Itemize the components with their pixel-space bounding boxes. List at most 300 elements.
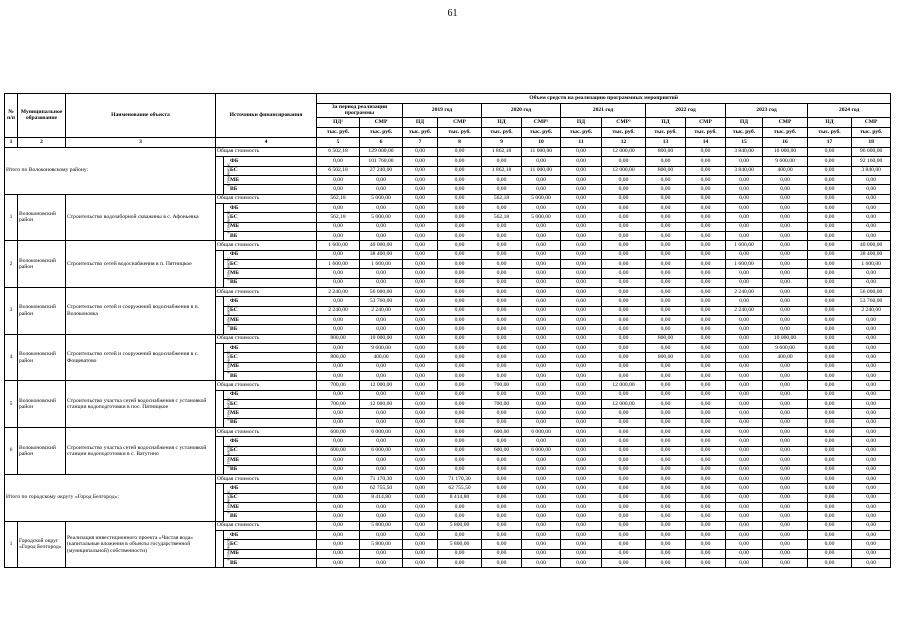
source-value: 0,00 (686, 446, 726, 455)
total-value: 800,00 (646, 147, 686, 156)
source-value: 0,00 (561, 502, 602, 511)
header-funds-title: Объем средств на реализацию программных мероприятий (317, 94, 891, 104)
total-value: 0,00 (646, 521, 686, 530)
source-value: 0,00 (438, 278, 482, 287)
source-value: 0,00 (360, 418, 403, 427)
total-value: 0,00 (808, 428, 852, 437)
source-value: 0,00 (482, 512, 522, 521)
source-value: 0,00 (522, 222, 561, 231)
source-value: 0,00 (763, 493, 808, 502)
total-value: 600,00 (317, 428, 360, 437)
source-value: 0,00 (763, 512, 808, 521)
source-value: 0,00 (808, 540, 852, 549)
source-value: 0,00 (438, 400, 482, 409)
source-value: 0,00 (482, 418, 522, 427)
source-value: 0,00 (360, 437, 403, 446)
in-that-text: в том числе: (225, 536, 231, 561)
source-value: 3 840,00 (852, 166, 891, 175)
source-value: 0,00 (852, 353, 891, 362)
total-value: 0,00 (403, 381, 438, 390)
source-value: 0,00 (561, 213, 602, 222)
total-value: 6 502,18 (317, 147, 360, 156)
col-number: 11 (561, 137, 602, 147)
total-value: 10 000,00 (763, 147, 808, 156)
source-label: МБ (224, 269, 317, 278)
municipality-name: Волоконовский район (18, 428, 66, 475)
source-value: 0,00 (808, 157, 852, 166)
source-value: 0,00 (403, 269, 438, 278)
total-value: 0,00 (403, 194, 438, 203)
in-that-text: в том числе: (225, 443, 231, 468)
source-value: 0,00 (438, 203, 482, 212)
total-value: 2 240,00 (317, 287, 360, 296)
source-value: 0,00 (808, 222, 852, 231)
source-value: 0,00 (317, 297, 360, 306)
source-value: 0,00 (726, 297, 763, 306)
source-value: 0,00 (403, 297, 438, 306)
group-total-row (5, 334, 891, 343)
source-value: 0,00 (763, 213, 808, 222)
source-value: 0,00 (438, 549, 482, 558)
source-value: 0,00 (360, 549, 403, 558)
header-period-total: За период реализации программы (317, 104, 403, 118)
total-value: 0,00 (403, 241, 438, 250)
source-value: 0,00 (763, 278, 808, 287)
total-value: 0,00 (602, 521, 646, 530)
source-value: 0,00 (808, 316, 852, 325)
source-label: ВБ (224, 325, 317, 334)
row-number: 4 (5, 334, 18, 381)
source-value: 0,00 (438, 446, 482, 455)
source-value: 0,00 (403, 409, 438, 418)
total-value: 0,00 (561, 194, 602, 203)
source-value: 0,00 (522, 502, 561, 511)
source-value: 0,00 (360, 185, 403, 194)
source-value: 0,00 (438, 316, 482, 325)
source-value: 0,00 (482, 465, 522, 474)
total-value: 0,00 (852, 381, 891, 390)
source-value: 0,00 (317, 558, 360, 567)
source-value: 0,00 (403, 540, 438, 549)
source-value: 0,00 (522, 390, 561, 399)
total-value: 129 000,00 (360, 147, 403, 156)
source-value: 1 862,18 (482, 166, 522, 175)
municipality-name: Волоконовский район (18, 194, 66, 241)
source-value: 0,00 (482, 390, 522, 399)
in-that-label (216, 203, 231, 240)
header-smr: СМР³ (602, 117, 646, 127)
funding-table (4, 93, 891, 568)
source-value: 0,00 (403, 344, 438, 353)
source-value: 0,00 (360, 316, 403, 325)
source-label: ВБ (224, 278, 317, 287)
source-value: 0,00 (482, 316, 522, 325)
source-value: 562,18 (482, 213, 522, 222)
source-value: 2 240,00 (360, 306, 403, 315)
source-value: 0,00 (561, 530, 602, 539)
header-unit: тыс. руб. (852, 127, 891, 137)
source-value: 0,00 (438, 297, 482, 306)
source-value: 0,00 (403, 175, 438, 184)
total-value: 0,00 (686, 147, 726, 156)
source-value: 0,00 (808, 344, 852, 353)
source-value: 0,00 (317, 409, 360, 418)
source-value: 0,00 (561, 203, 602, 212)
source-value: 0,00 (808, 166, 852, 175)
source-value: 0,00 (726, 484, 763, 493)
source-value: 0,00 (403, 484, 438, 493)
source-value: 0,00 (686, 353, 726, 362)
header-unit: тыс. руб. (482, 127, 522, 137)
source-value: 0,00 (360, 269, 403, 278)
source-value: 0,00 (403, 437, 438, 446)
source-value: 0,00 (561, 409, 602, 418)
source-value: 0,00 (726, 325, 763, 334)
source-value: 0,00 (602, 297, 646, 306)
source-value: 0,00 (561, 446, 602, 455)
source-value: 0,00 (438, 325, 482, 334)
source-value: 0,00 (403, 325, 438, 334)
in-that-text: в том числе: (225, 162, 231, 187)
source-value: 0,00 (561, 400, 602, 409)
source-value: 0,00 (763, 558, 808, 567)
source-value: 0,00 (561, 166, 602, 175)
source-value: 0,00 (852, 512, 891, 521)
source-label: ФБ (224, 203, 317, 212)
source-value: 0,00 (646, 484, 686, 493)
source-value: 8 414,80 (360, 493, 403, 502)
source-value: 0,00 (482, 306, 522, 315)
source-value: 0,00 (602, 157, 646, 166)
source-value: 0,00 (726, 390, 763, 399)
source-value: 0,00 (482, 344, 522, 353)
source-value: 0,00 (403, 166, 438, 175)
source-value: 0,00 (317, 250, 360, 259)
source-value: 0,00 (561, 157, 602, 166)
total-value: 0,00 (852, 334, 891, 343)
source-value: 0,00 (686, 175, 726, 184)
total-value: 0,00 (561, 334, 602, 343)
source-label: ФБ (224, 250, 317, 259)
source-value: 0,00 (482, 502, 522, 511)
source-value: 0,00 (646, 512, 686, 521)
source-value: 0,00 (602, 558, 646, 567)
source-value: 0,00 (317, 175, 360, 184)
source-value: 0,00 (763, 437, 808, 446)
source-value: 0,00 (360, 456, 403, 465)
group-total-row (5, 147, 891, 156)
in-that-label (216, 250, 231, 287)
total-value: 5 000,00 (360, 194, 403, 203)
source-value: 0,00 (726, 175, 763, 184)
source-value: 0,00 (686, 250, 726, 259)
total-value: 0,00 (561, 241, 602, 250)
total-value: 5 800,00 (438, 521, 482, 530)
source-value: 0,00 (808, 353, 852, 362)
col-number: 9 (482, 137, 522, 147)
col-number: 6 (360, 137, 403, 147)
source-value: 0,00 (438, 185, 482, 194)
municipality-name: Городской округ «Город Белгород» (18, 521, 66, 568)
source-label: БС (224, 353, 317, 362)
source-value: 0,00 (561, 540, 602, 549)
source-value: 0,00 (522, 540, 561, 549)
total-cost-label: Общая стоимость (216, 334, 317, 343)
source-value: 0,00 (360, 278, 403, 287)
source-value: 0,00 (602, 269, 646, 278)
col-number: 4 (216, 137, 317, 147)
total-value: 0,00 (317, 474, 360, 483)
total-value: 0,00 (561, 474, 602, 483)
source-value: 0,00 (808, 185, 852, 194)
source-value: 0,00 (808, 409, 852, 418)
source-value: 8 414,80 (438, 493, 482, 502)
total-value: 0,00 (522, 474, 561, 483)
source-value: 0,00 (646, 185, 686, 194)
total-value: 0,00 (686, 428, 726, 437)
source-value: 0,00 (317, 549, 360, 558)
source-value: 0,00 (763, 306, 808, 315)
source-value: 0,00 (602, 465, 646, 474)
object-name: Строительство водозаборной скважины в с. Афоньевка (66, 194, 216, 241)
total-value: 0,00 (438, 287, 482, 296)
source-value: 0,00 (522, 297, 561, 306)
object-name: Строительство участка сетей водоснабжения с установкой станции водоподготовки в пос. Пятницкое (66, 381, 216, 428)
total-value: 5 000,00 (522, 194, 561, 203)
source-value: 0,00 (317, 456, 360, 465)
source-value: 0,00 (852, 493, 891, 502)
source-value: 0,00 (763, 549, 808, 558)
source-value: 6 000,00 (360, 446, 403, 455)
col-number: 7 (403, 137, 438, 147)
total-value: 562,18 (317, 194, 360, 203)
source-value: 0,00 (646, 493, 686, 502)
source-value: 0,00 (522, 185, 561, 194)
source-value: 0,00 (646, 259, 686, 268)
total-value: 0,00 (726, 474, 763, 483)
total-value: 0,00 (482, 241, 522, 250)
source-value: 0,00 (646, 269, 686, 278)
source-value: 0,00 (726, 185, 763, 194)
source-value: 0,00 (482, 549, 522, 558)
source-value: 0,00 (726, 157, 763, 166)
source-value: 0,00 (646, 250, 686, 259)
source-value: 0,00 (602, 540, 646, 549)
source-value: 0,00 (726, 203, 763, 212)
source-value: 0,00 (808, 530, 852, 539)
source-value: 0,00 (561, 390, 602, 399)
source-value: 2 240,00 (726, 306, 763, 315)
source-value: 0,00 (438, 418, 482, 427)
source-value: 0,00 (763, 231, 808, 240)
source-value: 800,00 (317, 353, 360, 362)
source-value: 0,00 (808, 549, 852, 558)
source-value: 0,00 (852, 418, 891, 427)
source-value: 12 000,00 (602, 400, 646, 409)
total-cost-label: Общая стоимость (216, 381, 317, 390)
source-value: 0,00 (646, 465, 686, 474)
source-value: 0,00 (317, 530, 360, 539)
group-total-label: Итого по Волоконовскому району: (5, 147, 216, 194)
source-value: 0,00 (852, 316, 891, 325)
source-value: 0,00 (763, 372, 808, 381)
source-value: 0,00 (852, 400, 891, 409)
source-value: 0,00 (438, 269, 482, 278)
source-value: 0,00 (403, 530, 438, 539)
source-value: 0,00 (602, 316, 646, 325)
source-value: 12 000,00 (602, 166, 646, 175)
source-value: 0,00 (808, 175, 852, 184)
total-value: 0,00 (763, 521, 808, 530)
source-value: 0,00 (522, 278, 561, 287)
source-value: 0,00 (482, 231, 522, 240)
source-value: 0,00 (646, 362, 686, 371)
source-value: 0,00 (522, 306, 561, 315)
source-value: 0,00 (852, 558, 891, 567)
source-value: 0,00 (686, 362, 726, 371)
total-value: 0,00 (646, 194, 686, 203)
source-value: 101 760,00 (360, 157, 403, 166)
source-value: 0,00 (403, 259, 438, 268)
source-value: 0,00 (763, 269, 808, 278)
header-smr: СМР (360, 117, 403, 127)
source-value: 0,00 (726, 353, 763, 362)
source-value: 0,00 (763, 390, 808, 399)
source-value: 0,00 (403, 316, 438, 325)
source-value: 0,00 (852, 231, 891, 240)
col-number: 1 (5, 137, 18, 147)
source-value: 0,00 (726, 231, 763, 240)
source-value: 0,00 (852, 409, 891, 418)
source-value: 0,00 (317, 325, 360, 334)
source-value: 0,00 (317, 344, 360, 353)
source-value: 0,00 (403, 203, 438, 212)
total-value: 0,00 (763, 428, 808, 437)
header-sources: Источники финансирования (216, 94, 317, 138)
source-value: 0,00 (686, 185, 726, 194)
source-value: 0,00 (726, 512, 763, 521)
source-value: 0,00 (852, 185, 891, 194)
source-value: 0,00 (317, 203, 360, 212)
source-value: 0,00 (482, 484, 522, 493)
source-value: 0,00 (646, 502, 686, 511)
total-value: 6 000,00 (360, 428, 403, 437)
total-value: 0,00 (808, 194, 852, 203)
source-label: МБ (224, 316, 317, 325)
source-value: 0,00 (686, 493, 726, 502)
total-value: 0,00 (686, 194, 726, 203)
source-value: 2 240,00 (317, 306, 360, 315)
source-value: 0,00 (686, 316, 726, 325)
group-total-row (5, 241, 891, 250)
source-value: 0,00 (561, 175, 602, 184)
total-value: 0,00 (646, 474, 686, 483)
col-number: 15 (726, 137, 763, 147)
source-value: 0,00 (317, 278, 360, 287)
source-value: 0,00 (317, 269, 360, 278)
source-value: 0,00 (763, 222, 808, 231)
total-value: 0,00 (317, 521, 360, 530)
source-value: 0,00 (522, 409, 561, 418)
source-value: 0,00 (522, 269, 561, 278)
source-label: БС (224, 540, 317, 549)
header-smr: СМР (852, 117, 891, 127)
source-value: 0,00 (852, 362, 891, 371)
source-value: 0,00 (646, 456, 686, 465)
municipality-name: Волоконовский район (18, 287, 66, 334)
source-value: 0,00 (561, 493, 602, 502)
source-value: 0,00 (482, 325, 522, 334)
total-cost-label: Общая стоимость (216, 287, 317, 296)
source-value: 562,18 (317, 213, 360, 222)
source-value: 11 000,00 (522, 166, 561, 175)
source-value: 0,00 (686, 278, 726, 287)
source-value: 5 800,00 (360, 540, 403, 549)
total-value: 0,00 (602, 241, 646, 250)
source-value: 0,00 (602, 493, 646, 502)
source-value: 62 755,50 (438, 484, 482, 493)
col-number: 5 (317, 137, 360, 147)
source-value: 0,00 (438, 166, 482, 175)
source-value: 0,00 (438, 390, 482, 399)
source-value: 0,00 (852, 175, 891, 184)
total-value: 1 862,18 (482, 147, 522, 156)
source-value: 0,00 (482, 540, 522, 549)
source-value: 0,00 (438, 409, 482, 418)
source-value: 0,00 (808, 231, 852, 240)
object-name: Строительство сетей водоснабжения в п. Пятницкое (66, 241, 216, 288)
source-value: 0,00 (602, 484, 646, 493)
source-value: 0,00 (522, 400, 561, 409)
source-value: 0,00 (646, 306, 686, 315)
total-value: 0,00 (646, 287, 686, 296)
source-value: 0,00 (360, 203, 403, 212)
header-unit: тыс. руб. (646, 127, 686, 137)
source-value: 0,00 (522, 250, 561, 259)
source-value: 0,00 (561, 465, 602, 474)
source-value: 0,00 (726, 502, 763, 511)
source-value: 0,00 (852, 222, 891, 231)
source-value: 0,00 (852, 540, 891, 549)
source-value: 0,00 (763, 400, 808, 409)
source-value: 0,00 (522, 316, 561, 325)
source-value: 0,00 (726, 316, 763, 325)
row-number: 1 (5, 521, 18, 568)
total-value: 0,00 (438, 194, 482, 203)
source-value: 0,00 (646, 325, 686, 334)
source-value: 0,00 (403, 231, 438, 240)
source-value: 0,00 (403, 465, 438, 474)
source-value: 0,00 (360, 175, 403, 184)
total-value: 800,00 (646, 334, 686, 343)
source-value: 0,00 (561, 278, 602, 287)
source-value: 1 600,00 (726, 259, 763, 268)
source-value: 0,00 (686, 269, 726, 278)
source-value: 0,00 (561, 259, 602, 268)
source-value: 0,00 (561, 372, 602, 381)
source-value: 0,00 (852, 213, 891, 222)
source-value: 0,00 (763, 418, 808, 427)
source-value: 0,00 (403, 456, 438, 465)
total-value: 0,00 (602, 194, 646, 203)
source-value: 0,00 (726, 222, 763, 231)
source-value: 0,00 (522, 558, 561, 567)
col-number: 3 (66, 137, 216, 147)
source-value: 0,00 (403, 222, 438, 231)
source-value: 0,00 (602, 175, 646, 184)
source-value: 0,00 (403, 372, 438, 381)
source-value: 0,00 (317, 231, 360, 240)
